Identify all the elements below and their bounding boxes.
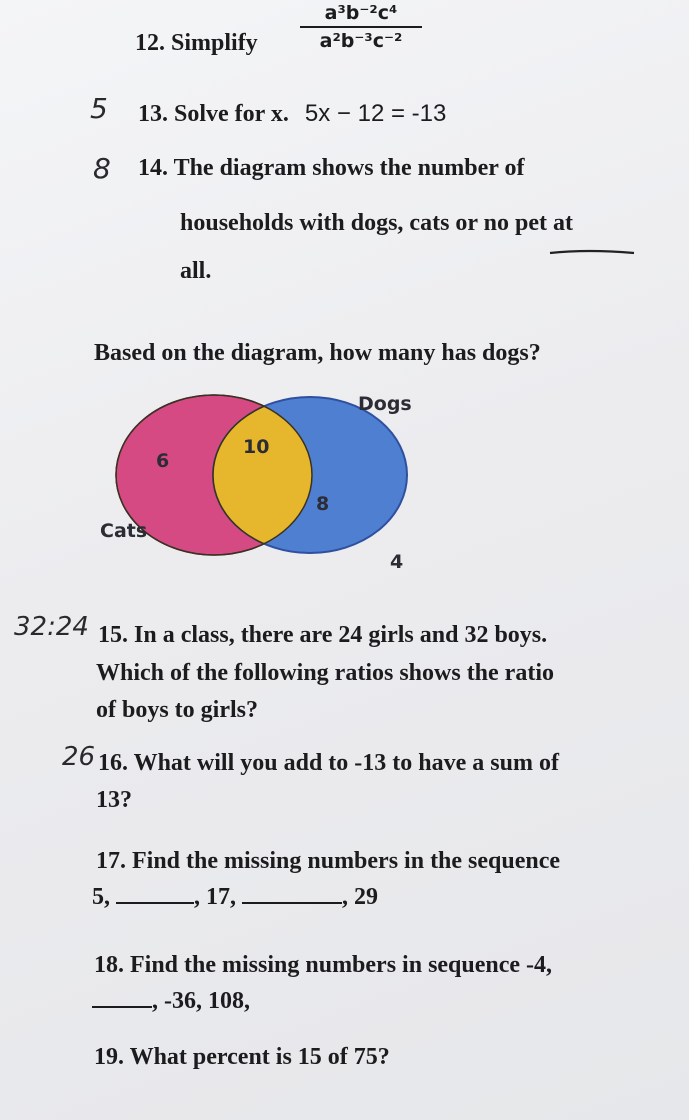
question-12 bbox=[135, 30, 258, 57]
sequence-line bbox=[92, 988, 250, 1015]
sequence-term: 5, bbox=[92, 884, 110, 910]
question-15 bbox=[98, 622, 547, 649]
question-number: 16. bbox=[98, 750, 128, 776]
question-prompt: Solve for x. bbox=[174, 101, 289, 127]
sequence-term: , -36, 108, bbox=[152, 988, 250, 1014]
question-number: 19. bbox=[94, 1044, 124, 1070]
pen-underline bbox=[548, 243, 638, 259]
question-14 bbox=[138, 155, 525, 182]
both-value: 10 bbox=[243, 436, 270, 458]
answer-blank[interactable] bbox=[92, 1006, 152, 1008]
question-text-line: 13? bbox=[96, 787, 132, 813]
question-text-line: What percent is 15 of 75? bbox=[129, 1044, 390, 1070]
question-text-line: households with dogs, cats or no pet at bbox=[180, 210, 573, 236]
question-number: 18. bbox=[94, 952, 124, 978]
answer-blank[interactable] bbox=[116, 902, 194, 904]
venn-question: Based on the diagram, how many has dogs? bbox=[94, 340, 541, 366]
question-text-line: all. bbox=[180, 258, 212, 284]
question-13 bbox=[138, 100, 446, 128]
sequence-term: , 17, bbox=[194, 884, 236, 910]
equation: 5x − 12 = -13 bbox=[304, 100, 447, 127]
handwritten-answer-14: 8 bbox=[93, 152, 111, 185]
question-text-line: Find the missing numbers in the sequence bbox=[132, 848, 561, 874]
question-text-line: In a class, there are 24 girls and 32 boys. bbox=[134, 622, 548, 648]
fraction-numerator: a³b⁻²c⁴ bbox=[300, 2, 422, 28]
question-number: 12. bbox=[135, 30, 165, 56]
question-number: 15. bbox=[98, 622, 128, 648]
fraction-denominator: a²b⁻³c⁻² bbox=[319, 30, 403, 52]
question-text-line: Which of the following ratios shows the ratio bbox=[96, 660, 554, 686]
q12-fraction bbox=[300, 2, 422, 52]
question-18 bbox=[94, 952, 552, 979]
sequence-term: , 29 bbox=[342, 884, 378, 910]
sequence-line bbox=[92, 884, 378, 911]
question-16 bbox=[98, 750, 559, 777]
handwritten-answer-13: 5 bbox=[90, 92, 108, 125]
neither-value: 4 bbox=[390, 551, 404, 573]
question-17 bbox=[96, 848, 560, 875]
venn-diagram bbox=[90, 385, 430, 585]
question-number: 17. bbox=[96, 848, 126, 874]
question-text-line: The diagram shows the number of bbox=[173, 155, 525, 181]
handwritten-answer-15: 32:24 bbox=[14, 612, 89, 642]
dogs-label: Dogs bbox=[358, 393, 412, 415]
answer-blank[interactable] bbox=[242, 902, 342, 904]
question-text-line: of boys to girls? bbox=[96, 697, 258, 723]
cats-label: Cats bbox=[100, 520, 148, 542]
handwritten-answer-16: 26 bbox=[62, 742, 96, 772]
question-text-line: What will you add to -13 to have a sum of bbox=[133, 750, 559, 776]
question-number: 14. bbox=[138, 155, 168, 181]
question-19 bbox=[94, 1044, 390, 1071]
question-prompt: Simplify bbox=[171, 30, 258, 56]
dogs-only-value: 8 bbox=[316, 493, 330, 515]
question-text-line: Find the missing numbers in sequence -4, bbox=[130, 952, 553, 978]
cats-only-value: 6 bbox=[156, 450, 170, 472]
question-number: 13. bbox=[138, 101, 168, 127]
